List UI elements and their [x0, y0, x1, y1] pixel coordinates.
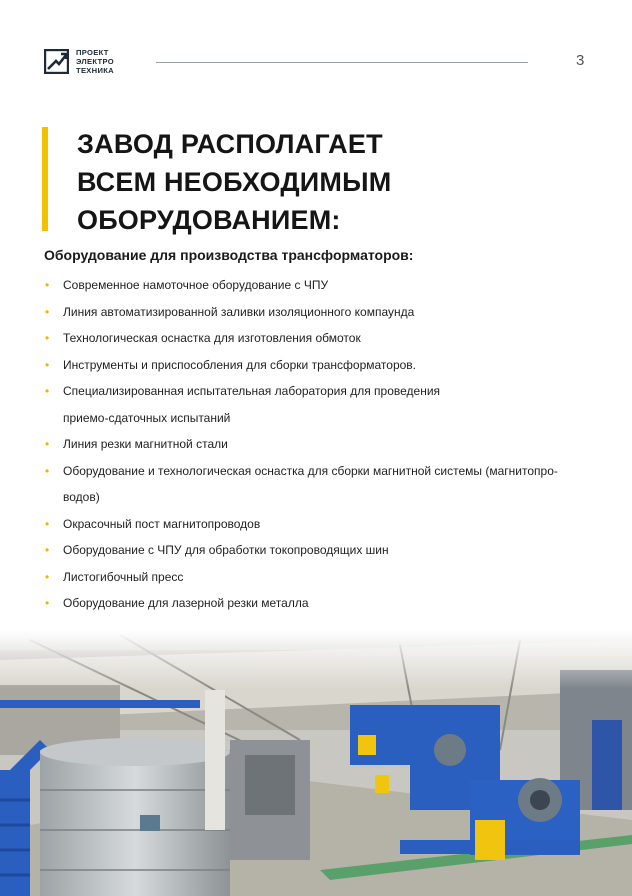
list-item-text: Линия автоматизированной заливки изоляционного компаунда — [63, 304, 415, 319]
logo — [44, 48, 114, 75]
list-item — [44, 590, 604, 617]
list-item-text: Оборудование для лазерной резки металла — [63, 596, 309, 610]
list-item-text: Специализированная испытательная лаборатория для проведения — [63, 384, 441, 398]
list-item-text: Листогибочный пресс — [63, 569, 184, 584]
bullet-icon: • — [45, 331, 50, 345]
list-item-text: Современное намоточное оборудование с ЧПУ — [63, 278, 329, 292]
title-accent-bar — [42, 127, 48, 231]
list-item-text: Технологическая оснастка для изготовления обмоток — [63, 331, 361, 345]
list-item-text: приемо-сдаточных испытаний — [63, 410, 231, 425]
page-title — [77, 125, 597, 239]
list-item — [44, 299, 604, 326]
list-item — [44, 458, 604, 511]
logo-text — [76, 48, 114, 75]
bullet-icon: • — [45, 357, 50, 372]
bullet-icon: • — [45, 516, 50, 531]
factory-floor-photo — [0, 630, 632, 896]
title-line: ЗАВОД РАСПОЛАГАЕТ — [77, 129, 383, 159]
bullet-icon: • — [45, 437, 50, 451]
section-subtitle: Оборудование для производства трансформаторов: — [44, 247, 414, 263]
list-item — [44, 325, 604, 352]
bullet-icon: • — [45, 304, 50, 319]
page-number: 3 — [576, 52, 585, 69]
title-line: ОБОРУДОВАНИЕМ: — [77, 205, 341, 235]
list-item — [44, 511, 604, 538]
bullet-icon: • — [45, 596, 50, 610]
list-item-text: Линия резки магнитной стали — [63, 437, 228, 451]
logo-line: ПРОЕКТ — [76, 48, 109, 57]
title-line: ВСЕМ НЕОБХОДИМЫМ — [77, 167, 392, 197]
list-item — [44, 378, 604, 431]
logo-line: ЭЛЕКТРО — [76, 57, 114, 66]
bullet-icon: • — [45, 569, 50, 584]
list-item-text: Окрасочный пост магнитопроводов — [63, 516, 261, 531]
list-item — [44, 352, 604, 379]
equipment-list — [44, 272, 604, 617]
logo-line: ТЕХНИКА — [76, 66, 114, 75]
list-item-text: водов) — [63, 490, 100, 504]
logo-mark-icon — [44, 49, 69, 74]
bullet-icon: • — [45, 463, 50, 478]
list-item — [44, 431, 604, 458]
list-item — [44, 537, 604, 564]
list-item-text: Оборудование с ЧПУ для обработки токопроводящих шин — [63, 543, 389, 557]
list-item — [44, 272, 604, 299]
bullet-icon: • — [45, 543, 50, 557]
bullet-icon: • — [45, 384, 50, 398]
header-divider — [156, 62, 528, 63]
bullet-icon: • — [45, 278, 50, 292]
list-item — [44, 564, 604, 591]
list-item-text: Инструменты и приспособления для сборки трансформаторов. — [63, 357, 417, 372]
list-item-text: Оборудование и технологическая оснастка для сборки магнитной системы (магнитопро- — [63, 463, 558, 478]
